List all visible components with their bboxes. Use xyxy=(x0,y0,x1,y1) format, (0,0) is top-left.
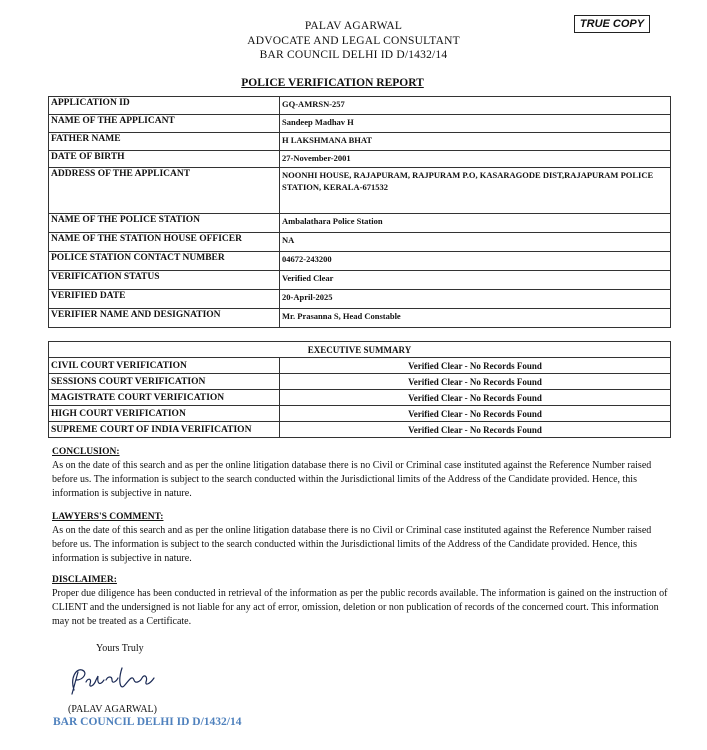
lawyers-comment-text: As on the date of this search and as per the online litigation database there is no Civil or Criminal case instituted against the Reference Number raised before us. The information is subject to the search conducted within the Jurisdictional limits of the Address of the Candidate provided. Hence, this information is subjective in nature. xyxy=(52,525,652,564)
table-row xyxy=(49,252,671,271)
court-label: CIVIL COURT VERIFICATION xyxy=(49,358,280,374)
summary-title: EXECUTIVE SUMMARY xyxy=(49,342,671,358)
table-row xyxy=(49,422,671,438)
court-label: HIGH COURT VERIFICATION xyxy=(49,406,280,422)
field-label: FATHER NAME xyxy=(49,133,280,151)
lawyers-comment-heading: LAWYERS'S COMMENT: xyxy=(52,512,164,522)
field-value: GQ-AMRSN-257 xyxy=(280,97,671,115)
lawyers-comment-section xyxy=(52,510,670,566)
true-copy-stamp: TRUE COPY xyxy=(574,15,650,33)
conclusion-text: As on the date of this search and as per the online litigation database there is no Civil or Criminal case instituted against the Reference Number raised before us. The information is subject to the search conducted within the Jurisdictional limits of the Address of the Candidate provided. Hence, this information is subjective in nature. xyxy=(52,460,652,499)
field-value: Verified Clear xyxy=(280,271,671,290)
field-value: Ambalathara Police Station xyxy=(280,214,671,233)
bar-council-id: BAR COUNCIL DELHI ID D/1432/14 xyxy=(259,49,448,61)
field-label: VERIFIED DATE xyxy=(49,290,280,309)
signatory-name: (PALAV AGARWAL) xyxy=(68,704,157,715)
court-label: SESSIONS COURT VERIFICATION xyxy=(49,374,280,390)
table-row xyxy=(49,374,671,390)
table-row xyxy=(49,97,671,115)
table-row xyxy=(49,309,671,328)
court-result: Verified Clear - No Records Found xyxy=(280,390,671,406)
table-row xyxy=(49,214,671,233)
closing-salutation: Yours Truly xyxy=(96,643,144,654)
signatory-bar-id: BAR COUNCIL DELHI ID D/1432/14 xyxy=(53,716,242,728)
field-label: POLICE STATION CONTACT NUMBER xyxy=(49,252,280,271)
field-value: NA xyxy=(280,233,671,252)
advocate-name: PALAV AGARWAL xyxy=(304,20,403,32)
field-label: NAME OF THE STATION HOUSE OFFICER xyxy=(49,233,280,252)
field-value: 04672-243200 xyxy=(280,252,671,271)
disclaimer-text: Proper due diligence has been conducted in retrieval of the information as per the public records available. The information is gained on the instruction of CLIENT and the undersigned is not liable for any act of error, omission, deletion or non publication of records of the concerned court. This information may not be treated as a Certificate. xyxy=(52,588,668,627)
table-row xyxy=(49,290,671,309)
disclaimer-section xyxy=(52,573,670,629)
field-value: 27-November-2001 xyxy=(280,151,671,168)
field-label: APPLICATION ID xyxy=(49,97,280,115)
details-table xyxy=(48,96,671,328)
field-value: 20-April-2025 xyxy=(280,290,671,309)
handwritten-signature xyxy=(62,660,162,705)
court-result: Verified Clear - No Records Found xyxy=(280,406,671,422)
table-row xyxy=(49,233,671,252)
field-label: NAME OF THE APPLICANT xyxy=(49,115,280,133)
court-result: Verified Clear - No Records Found xyxy=(280,374,671,390)
field-value: H LAKSHMANA BHAT xyxy=(280,133,671,151)
table-row xyxy=(49,342,671,358)
table-row xyxy=(49,390,671,406)
field-label: NAME OF THE POLICE STATION xyxy=(49,214,280,233)
field-value: Sandeep Madhav H xyxy=(280,115,671,133)
field-label: VERIFICATION STATUS xyxy=(49,271,280,290)
conclusion-heading: CONCLUSION: xyxy=(52,447,120,457)
advocate-role: ADVOCATE AND LEGAL CONSULTANT xyxy=(247,34,460,47)
field-value: Mr. Prasanna S, Head Constable xyxy=(280,309,671,328)
executive-summary-table xyxy=(48,341,671,438)
table-row xyxy=(49,115,671,133)
table-row xyxy=(49,168,671,214)
court-label: SUPREME COURT OF INDIA VERIFICATION xyxy=(49,422,280,438)
court-result: Verified Clear - No Records Found xyxy=(280,358,671,374)
report-title: POLICE VERIFICATION REPORT xyxy=(241,77,424,89)
court-label: MAGISTRATE COURT VERIFICATION xyxy=(49,390,280,406)
disclaimer-heading: DISCLAIMER: xyxy=(52,575,117,585)
field-label: ADDRESS OF THE APPLICANT xyxy=(49,168,280,214)
field-value: NOONHI HOUSE, RAJAPURAM, RAJPURAM P.O, KASARAGODE DIST,RAJAPURAM POLICE STATION, KERALA-671532 xyxy=(280,168,671,214)
field-label: DATE OF BIRTH xyxy=(49,151,280,168)
conclusion-section xyxy=(52,445,670,501)
table-row xyxy=(49,406,671,422)
court-result: Verified Clear - No Records Found xyxy=(280,422,671,438)
table-row xyxy=(49,133,671,151)
table-row xyxy=(49,358,671,374)
table-row xyxy=(49,271,671,290)
table-row xyxy=(49,151,671,168)
field-label: VERIFIER NAME AND DESIGNATION xyxy=(49,309,280,328)
